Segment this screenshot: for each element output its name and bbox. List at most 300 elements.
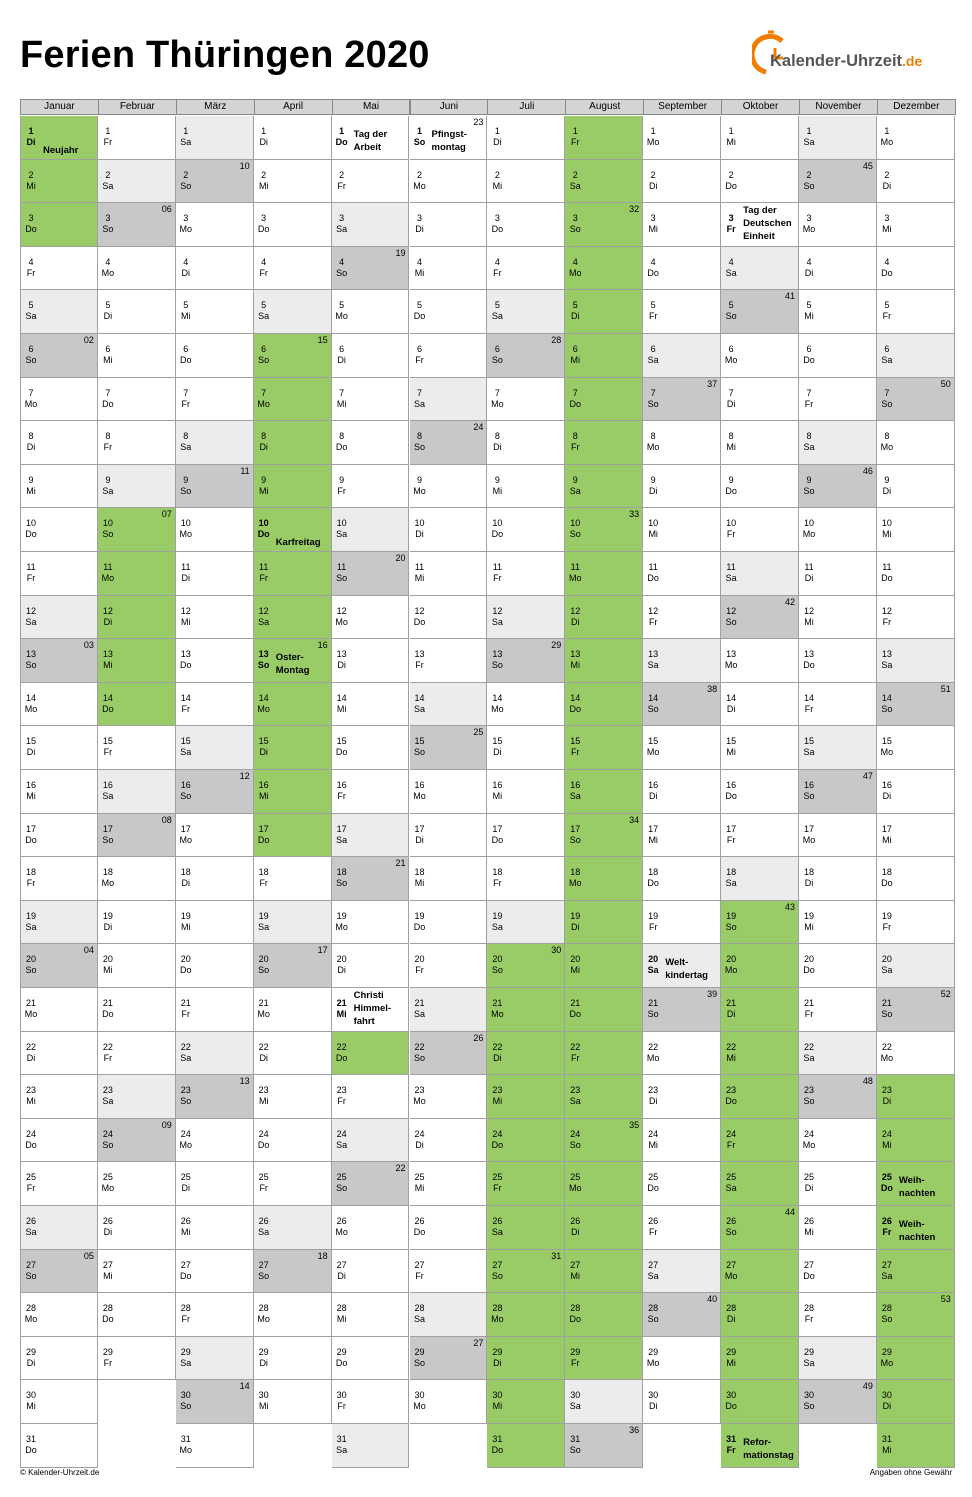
day-cell (487, 421, 565, 465)
day-number: 2 Di (877, 160, 897, 203)
day-number: 26 Mi (799, 1206, 819, 1249)
day-number: 2 So (176, 160, 196, 203)
day-cell (410, 290, 488, 334)
day-cell (565, 770, 643, 814)
day-number: 17 Do (254, 814, 274, 857)
day-cell (254, 1206, 332, 1250)
day-number: 6 Do (799, 334, 819, 377)
weekday-label: Mo (880, 137, 894, 147)
weekday-label: Sa (258, 311, 270, 322)
day-cell (799, 508, 877, 552)
day-cell (487, 596, 565, 640)
day-cell (799, 683, 877, 727)
day-number: 3 Do (254, 203, 274, 246)
weekday-label: Mi (882, 529, 892, 540)
weekday-label: Di (804, 573, 814, 583)
day-number: 25 Do (643, 1162, 663, 1205)
weekday-label: Do (569, 1009, 582, 1019)
day-cell (410, 1119, 488, 1163)
day-number: 12 Mi (799, 596, 819, 639)
weekday-label: Mi (648, 1139, 658, 1150)
weekday-label: Mi (258, 1096, 269, 1107)
weekday-label: Fr (571, 747, 580, 758)
day-cell (643, 552, 721, 596)
weekday-label: So (803, 1401, 815, 1412)
day-number: 16 Mi (21, 770, 41, 813)
weekday-label: Sa (180, 1052, 192, 1063)
day-cell (332, 1162, 410, 1206)
day-number: 5 Mi (799, 290, 819, 333)
weekday-label: So (102, 529, 114, 540)
day-cell (410, 683, 488, 727)
day-number: 23 So (799, 1075, 819, 1118)
month-header-8: August (565, 99, 644, 115)
day-cell (565, 290, 643, 334)
day-number: 21 So (643, 988, 663, 1031)
day-cell (643, 421, 721, 465)
weekday-label: Fr (882, 1227, 892, 1237)
day-cell (98, 1206, 176, 1250)
day-number: 7 Fr (176, 378, 196, 421)
weekday-label: Fr (26, 573, 36, 583)
day-number: 12 Do (410, 596, 430, 639)
day-cell (176, 901, 254, 945)
day-cell (487, 290, 565, 334)
weekday-label: Fr (103, 137, 113, 147)
weekday-label: Di (493, 137, 502, 147)
weekday-label: So (803, 1096, 815, 1107)
day-cell (20, 814, 98, 858)
day-number: 14 Fr (176, 683, 196, 726)
day-number: 2 Mo (410, 160, 430, 203)
day-number: 9 Mi (254, 465, 274, 508)
day-cell (877, 988, 955, 1032)
weekday-label: Sa (569, 1401, 581, 1412)
weekday-label: So (180, 1401, 192, 1412)
weekday-label: Do (647, 878, 659, 889)
day-number: 4 Fr (487, 247, 507, 290)
day-cell (98, 726, 176, 770)
day-number: 14 Mo (21, 683, 41, 726)
day-cell (877, 1380, 955, 1424)
weekday-label: So (803, 485, 815, 496)
day-number: 3 Sa (332, 203, 352, 246)
day-number: 4 Fr (254, 247, 274, 290)
weekday-label: Di (648, 1401, 658, 1412)
weekday-label: Mo (101, 573, 115, 583)
day-number: 25 So (332, 1162, 352, 1205)
weekday-label: So (180, 791, 192, 801)
day-cell (254, 1119, 332, 1163)
day-number: 10 Mo (176, 508, 196, 551)
day-cell (254, 770, 332, 814)
day-cell (410, 1206, 488, 1250)
day-number: 29 Sa (176, 1337, 196, 1380)
day-cell (721, 290, 799, 334)
day-number: 16 Mi (487, 770, 507, 813)
day-number: 10 So (565, 508, 585, 551)
day-cell (410, 1337, 488, 1381)
day-cell (877, 1293, 955, 1337)
weekday-label: Sa (491, 311, 503, 322)
day-cell (487, 552, 565, 596)
day-number: 30 Di (877, 1380, 897, 1423)
weekday-label: So (491, 1270, 503, 1281)
day-cell (98, 334, 176, 378)
weekday-label: Do (180, 1270, 192, 1281)
day-cell (487, 116, 565, 160)
day-cell (877, 421, 955, 465)
day-cell (98, 290, 176, 334)
day-cell (332, 552, 410, 596)
day-cell (643, 1162, 721, 1206)
day-number: 26 Fr (877, 1206, 897, 1249)
weekday-label: Mi (882, 834, 892, 845)
day-number: 25 Fr (21, 1162, 41, 1205)
weekday-label: So (102, 834, 114, 845)
weekday-label: Do (725, 791, 737, 801)
week-number: 52 (940, 989, 951, 999)
weekday-label: Sa (569, 485, 581, 496)
day-cell (721, 988, 799, 1032)
day-number: 10 Mi (643, 508, 663, 551)
day-cell (565, 1293, 643, 1337)
day-number: 20 So (254, 944, 274, 987)
day-cell (176, 770, 254, 814)
day-number: 7 Mo (487, 378, 507, 421)
day-cell (721, 334, 799, 378)
day-cell (20, 1250, 98, 1294)
weekday-label: Di (337, 965, 346, 976)
day-cell (20, 508, 98, 552)
weekday-label: Di (648, 485, 658, 496)
day-cell (643, 857, 721, 901)
weekday-label: Mo (880, 442, 894, 453)
day-number: 2 Mi (254, 160, 274, 203)
weekday-label: Mo (569, 1183, 582, 1194)
day-cell (487, 465, 565, 509)
month-header-6: Juni (410, 99, 489, 115)
day-number: 29 Fr (98, 1337, 118, 1380)
day-cell (565, 247, 643, 291)
weekday-label: Di (103, 616, 113, 627)
weekday-label: Sa (413, 1009, 425, 1019)
day-cell (565, 116, 643, 160)
day-number: 17 Do (487, 814, 507, 857)
weekday-label: Sa (258, 921, 270, 932)
weekday-label: Sa (803, 1357, 815, 1368)
week-number: 29 (551, 640, 562, 651)
weekday-label: Fr (415, 965, 424, 976)
day-cell (799, 160, 877, 204)
day-number: 13 Sa (643, 639, 663, 682)
day-cell (721, 203, 799, 247)
weekday-label: Mi (570, 355, 581, 365)
weekday-label: Mi (181, 921, 191, 932)
day-number: 31 Sa (332, 1424, 352, 1467)
day-number: 15 Mo (643, 726, 663, 769)
weekday-label: Di (726, 398, 736, 409)
day-cell (254, 814, 332, 858)
day-number: 27 Mo (721, 1250, 741, 1293)
day-number: 17 So (565, 814, 585, 857)
weekday-label: So (336, 1183, 348, 1194)
day-number: 18 Do (877, 857, 897, 900)
day-cell (643, 203, 721, 247)
day-cell (487, 1206, 565, 1250)
day-number: 29 Di (487, 1337, 507, 1380)
day-cell (721, 1119, 799, 1163)
day-number: 8 Mi (721, 421, 741, 464)
weekday-label: Fr (882, 616, 892, 627)
weekday-label: Do (25, 529, 37, 540)
week-number: 53 (940, 1294, 951, 1305)
day-number: 26 Di (565, 1206, 585, 1249)
weekday-label: Do (257, 1139, 270, 1150)
day-number: 24 Di (410, 1119, 430, 1162)
weekday-label: Sa (25, 1227, 37, 1237)
weekday-label: Mi (726, 442, 736, 453)
day-cell (20, 378, 98, 422)
day-number: 9 Mi (487, 465, 507, 508)
week-number: 09 (161, 1119, 172, 1130)
weekday-label: Di (648, 791, 658, 801)
day-cell (565, 1162, 643, 1206)
day-cell (721, 1075, 799, 1119)
day-number: 6 Do (176, 334, 196, 377)
day-cell (721, 465, 799, 509)
day-cell (877, 1075, 955, 1119)
footer-disclaimer: Angaben ohne Gewähr (869, 1468, 952, 1477)
day-cell (877, 1162, 955, 1206)
weekday-label: Di (571, 921, 580, 932)
day-cell (565, 160, 643, 204)
day-cell (487, 1075, 565, 1119)
day-cell (721, 247, 799, 291)
day-number: 21 Fr (176, 988, 196, 1031)
day-cell (643, 508, 721, 552)
day-cell (799, 1032, 877, 1076)
day-number: 21 Mi (332, 988, 352, 1031)
day-cell (254, 203, 332, 247)
week-number: 03 (83, 640, 94, 651)
weekday-label: So (569, 834, 581, 845)
weekday-label: Do (413, 1227, 426, 1237)
weekday-label: Mo (179, 529, 193, 540)
weekday-label: Fr (726, 529, 736, 540)
week-number: 23 (473, 117, 484, 127)
day-number: 12 Sa (21, 596, 41, 639)
day-number: 25 Di (799, 1162, 819, 1205)
day-number: 5 Mi (176, 290, 196, 333)
day-cell (332, 1337, 410, 1381)
day-number: 15 Fr (565, 726, 585, 769)
weekday-label: Mi (570, 965, 581, 976)
weekday-label: Di (181, 1183, 191, 1194)
day-cell (565, 465, 643, 509)
day-cell (410, 1162, 488, 1206)
day-cell (643, 988, 721, 1032)
day-number: 13 Mi (565, 639, 585, 682)
day-number: 9 Fr (332, 465, 352, 508)
week-number: 36 (629, 1425, 640, 1435)
day-number: 16 So (799, 770, 819, 813)
weekday-label: Di (337, 660, 346, 671)
weekday-label: Mi (648, 529, 658, 540)
day-cell (98, 203, 176, 247)
weekday-label: Mi (492, 1401, 503, 1412)
day-number: 30 Mi (254, 1380, 274, 1423)
weekday-label: Mo (24, 703, 38, 714)
day-cell (254, 160, 332, 204)
day-number: 24 Mo (176, 1119, 196, 1162)
day-number: 28 Di (721, 1293, 741, 1336)
weekday-label: Di (181, 267, 191, 278)
day-cell (487, 203, 565, 247)
day-number: 23 Mo (410, 1075, 430, 1118)
day-cell (643, 901, 721, 945)
weekday-label: Mo (413, 180, 426, 191)
day-cell (332, 596, 410, 640)
day-cell (332, 334, 410, 378)
day-cell (410, 116, 488, 160)
day-cell (643, 726, 721, 770)
day-number: 5 Do (410, 290, 430, 333)
week-number: 21 (395, 858, 406, 869)
footer-copyright[interactable]: © Kalender-Uhrzeit.de (20, 1468, 100, 1477)
day-cell (176, 1380, 254, 1424)
day-number: 20 Mi (98, 944, 118, 987)
weekday-label: Sa (102, 485, 114, 496)
day-number: 19 Sa (487, 901, 507, 944)
weekday-label: Mo (802, 1139, 816, 1150)
day-cell (487, 814, 565, 858)
day-cell (254, 639, 332, 683)
day-number: 29 So (410, 1337, 430, 1380)
day-cell (410, 421, 488, 465)
weekday-label: Mi (26, 485, 36, 496)
day-number: 1 Mo (877, 116, 897, 159)
day-number: 11 Sa (721, 552, 741, 595)
weekday-label: Mo (646, 747, 660, 758)
day-number: 4 Mo (98, 247, 118, 290)
day-cell (721, 552, 799, 596)
day-number: 24 Do (254, 1119, 274, 1162)
weekday-label: Fr (181, 1009, 191, 1019)
day-number: 19 Di (98, 901, 118, 944)
day-cell (410, 334, 488, 378)
day-number: 9 Di (877, 465, 897, 508)
day-number: 29 Mo (643, 1337, 663, 1380)
day-cell (20, 1162, 98, 1206)
day-number: 19 Mi (799, 901, 819, 944)
day-number: 19 Sa (254, 901, 274, 944)
day-number: 23 Mi (487, 1075, 507, 1118)
day-number: 11 Fr (21, 552, 41, 595)
day-number: 15 Di (21, 726, 41, 769)
day-cell (332, 465, 410, 509)
day-cell (721, 596, 799, 640)
day-number: 17 Di (410, 814, 430, 857)
day-number: 18 Do (643, 857, 663, 900)
weekday-label: Di (26, 442, 36, 453)
day-cell (98, 552, 176, 596)
day-cell (176, 116, 254, 160)
weekday-label: Do (180, 660, 192, 671)
weekday-label: Mo (24, 1314, 38, 1325)
weekday-label: So (25, 965, 37, 976)
day-number: 7 So (877, 378, 897, 421)
day-cell (487, 1380, 565, 1424)
weekday-label: Sa (725, 267, 737, 278)
day-cell (332, 290, 410, 334)
weekday-label: Do (25, 1139, 37, 1150)
weekday-label: Sa (881, 1270, 893, 1281)
day-number: 2 Mi (21, 160, 41, 203)
day-number: 2 Sa (98, 160, 118, 203)
weekday-label: Do (25, 834, 37, 845)
weekday-label: Sa (881, 660, 893, 671)
day-cell (643, 814, 721, 858)
day-number: 1 Fr (565, 116, 585, 159)
day-cell (877, 1206, 955, 1250)
weekday-label: Sa (569, 791, 581, 801)
weekday-label: Fr (648, 1227, 658, 1237)
day-cell (332, 378, 410, 422)
day-number: 23 Di (643, 1075, 663, 1118)
day-number: 11 So (332, 552, 352, 595)
day-number: 13 Mi (98, 639, 118, 682)
weekday-label: So (102, 1139, 114, 1150)
weekday-label: Do (335, 747, 348, 758)
weekday-label: Mo (646, 137, 660, 147)
weekday-label: So (803, 791, 815, 801)
day-number: 17 Fr (721, 814, 741, 857)
day-cell (20, 1424, 98, 1468)
weekday-label: Mo (413, 1096, 426, 1107)
weekday-label: Do (569, 1314, 582, 1325)
weekday-label: Fr (103, 1357, 113, 1368)
day-number: 15 Fr (98, 726, 118, 769)
weekday-label: Do (647, 267, 659, 278)
weekday-label: Do (569, 398, 582, 409)
day-number: 12 Mo (332, 596, 352, 639)
weekday-label: Fr (648, 921, 658, 932)
day-cell (332, 1293, 410, 1337)
day-number: 6 Mo (721, 334, 741, 377)
day-number: 8 So (410, 421, 430, 464)
day-cell (799, 1250, 877, 1294)
day-number: 5 Di (565, 290, 585, 333)
day-number: 24 Mo (799, 1119, 819, 1162)
day-number: 30 Mi (487, 1380, 507, 1423)
day-number: 29 Mi (721, 1337, 741, 1380)
week-number: 33 (629, 509, 640, 520)
day-cell (487, 901, 565, 945)
day-cell (799, 1380, 877, 1424)
day-number: 30 Do (721, 1380, 741, 1423)
day-number: 8 Di (487, 421, 507, 464)
day-cell (410, 770, 488, 814)
day-cell (20, 596, 98, 640)
day-number: 25 Do (877, 1162, 897, 1205)
day-cell (20, 726, 98, 770)
weekday-label: So (491, 965, 503, 976)
weekday-label: Mo (413, 1401, 426, 1412)
day-cell (643, 116, 721, 160)
day-number: 27 Mi (565, 1250, 585, 1293)
day-cell (487, 378, 565, 422)
